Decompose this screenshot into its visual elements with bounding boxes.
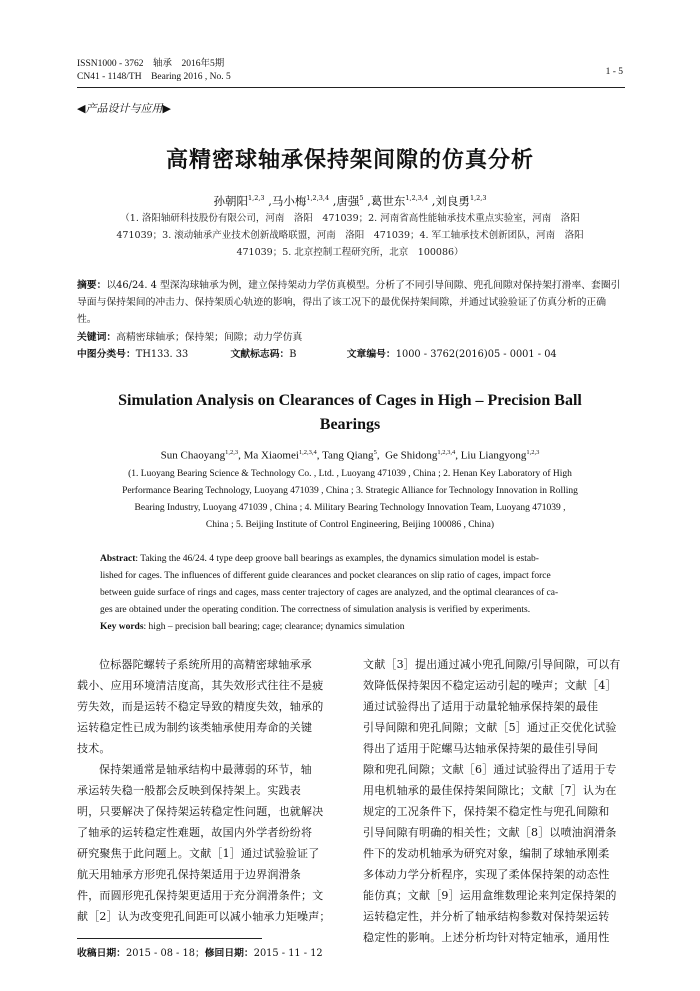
classification-row bbox=[77, 346, 625, 363]
article-number-label: 文章编号： bbox=[346, 349, 396, 360]
received-date: 2015 - 08 - 18 bbox=[125, 948, 195, 959]
clc-value: TH133. 33 bbox=[135, 349, 189, 360]
revised-label: 修回日期： bbox=[204, 948, 254, 959]
abstract-en-line: between guide surface of rings and cages, mass center trajectory of cages are analyzed, and the optimal clearances of ca- bbox=[100, 588, 559, 598]
doc-code-value: B bbox=[289, 349, 297, 360]
keywords-zh-text: 高精密球轴承；保持架；间隙；动力学仿真 bbox=[116, 332, 303, 343]
affiliations-zh bbox=[90, 210, 610, 261]
author-separator: , bbox=[329, 194, 337, 208]
author-name: Sun Chaoyang bbox=[160, 449, 226, 462]
article-number-value: 1000 - 3762(2016)05 - 0001 - 04 bbox=[395, 349, 557, 360]
year-issue-zh: 2016年5期 bbox=[181, 59, 225, 69]
body-line: 用电机轴承的最佳保持架间隙比；文献［7］认为在 bbox=[363, 784, 617, 797]
body-line: 通过试验得出了适用于动量轮轴承保持架的最佳 bbox=[363, 700, 599, 713]
author-name: 唐强 bbox=[336, 194, 360, 208]
paragraph bbox=[77, 759, 339, 927]
author-name: Liu Liangyong bbox=[460, 449, 527, 462]
header-rule bbox=[77, 87, 625, 88]
author-separator: , bbox=[428, 194, 436, 208]
affiliation-en-line: China ; 5. Beijing Institute of Control Engineering, Beijing 100086 , China) bbox=[205, 520, 495, 530]
body-line: 明，只要解决了保持架运转稳定性问题，也就解决 bbox=[77, 805, 324, 818]
title-zh: 高精密球轴承保持架间隙的仿真分析 bbox=[165, 147, 534, 173]
body-line: 献［2］认为改变兜孔间距可以减小轴承力矩噪声； bbox=[77, 910, 331, 923]
body-left-column bbox=[77, 654, 339, 927]
abstract-zh bbox=[77, 277, 625, 328]
body-line: 效降低保持架因不稳定运动引起的噪声；文献［4］ bbox=[363, 679, 617, 692]
body-line: 航天用轴承方形兜孔保持架适用于边界润滑条 bbox=[77, 868, 301, 881]
author-affiliation-sup: 5 bbox=[373, 449, 377, 456]
page-range: 1 - 5 bbox=[605, 67, 623, 77]
keywords-en-label: Key words bbox=[100, 622, 144, 632]
journal-header-left bbox=[77, 58, 231, 84]
keywords-en-text: : high – precision ball bearing; cage; clearance; dynamics simulation bbox=[143, 622, 405, 632]
body-line: 能仿真；文献［9］运用盒维数理论来判定保持架的 bbox=[363, 889, 617, 902]
author-name: 葛世东 bbox=[370, 194, 406, 208]
author-separator: , bbox=[316, 449, 323, 462]
author-separator: , bbox=[264, 194, 272, 208]
body-line: 保持架通常是轴承结构中最薄弱的环节，轴 bbox=[99, 763, 312, 776]
body-line: 件下的发动机轴承为研究对象，编制了球轴承刚柔 bbox=[363, 847, 610, 860]
body-line: 文献［3］提出通过减小兜孔间隙/引导间隙，可以有 bbox=[363, 658, 621, 671]
author-separator: , bbox=[376, 449, 386, 462]
author-separator: , bbox=[363, 194, 371, 208]
body-line: 稳定性的影响。上述分析均针对特定轴承，通用性 bbox=[363, 931, 610, 944]
body-line: 运转稳定性已成为制约该类轴承使用寿命的关键 bbox=[77, 721, 313, 734]
author-affiliation-sup: 1,2,3 bbox=[248, 194, 265, 203]
author-affiliation-sup: 5 bbox=[359, 194, 364, 203]
abstract-en-label: Abstract bbox=[100, 554, 136, 564]
author-affiliation-sup: 1,2,3 bbox=[225, 449, 239, 456]
author-name: Ma Xiaomei bbox=[243, 449, 299, 462]
received-label: 收稿日期： bbox=[77, 948, 126, 959]
body-line: 承运转失稳一般都会反映到保持架上。实践表 bbox=[77, 784, 301, 797]
affiliation-zh-line: 471039；3. 滚动轴承产业技术创新战略联盟，河南 洛阳 471039；4. 军工轴承技术创新团队，河南 洛阳 bbox=[116, 230, 584, 241]
keywords-zh-label: 关键词： bbox=[77, 332, 117, 343]
body-line: 研究聚焦于此问题上。文献［1］通过试验验证了 bbox=[77, 847, 320, 860]
clc-label: 中图分类号： bbox=[77, 349, 136, 360]
title-en bbox=[0, 389, 700, 437]
authors-zh bbox=[0, 193, 700, 209]
body-right-column bbox=[363, 654, 625, 948]
paragraph bbox=[77, 654, 339, 759]
author-name: 马小梅 bbox=[271, 194, 307, 208]
revised-date: 2015 - 11 - 12 bbox=[253, 948, 323, 959]
abstract-zh-label: 摘要： bbox=[77, 280, 107, 291]
author-affiliation-sup: 1,2,3 bbox=[526, 449, 540, 456]
body-line: 引导间隙有明确的相关性；文献［8］以喷油润滑条 bbox=[363, 826, 617, 839]
author-name: Tang Qiang bbox=[322, 449, 374, 462]
section-label bbox=[77, 100, 171, 116]
body-line: 载小、应用环境清洁度高，其失效形式往往不是疲 bbox=[77, 679, 324, 692]
received-dates bbox=[77, 945, 323, 959]
body-line: 隙和兜孔间隙；文献［6］通过试验得出了适用于专 bbox=[363, 763, 617, 776]
author-name: Ge Shidong bbox=[385, 449, 438, 462]
abstract-zh-text: 以46/24. 4 型深沟球轴承为例，建立保持架动力学仿真模型。分析了不同引导间隙、兜孔间隙对保持架打滑率、套圈引导面与保持架间的冲击力、保持架质心轨迹的影响，得出了该工况下的最优保持架间隙，并通过试验验证了仿真分析的正确性。 bbox=[77, 280, 621, 325]
left-triangle-icon: ◀ bbox=[77, 102, 86, 115]
body-line: 引导间隙和兜孔间隙；文献［5］通过正交优化试验 bbox=[363, 721, 617, 734]
section-label-text: 产品设计与应用 bbox=[85, 102, 163, 115]
journal-name-en: Bearing 2016 , No. 5 bbox=[151, 72, 231, 82]
body-line: 得出了适用于陀螺马达轴承保持架的最佳引导间 bbox=[363, 742, 599, 755]
authors-en bbox=[0, 449, 700, 462]
title-en-line: Simulation Analysis on Clearances of Cages in High – Precision Ball bbox=[118, 392, 582, 409]
affiliation-en-line: Bearing Industry, Luoyang 471039 , China ; 4. Military Bearing Technology Innovation Team, Luoyang 471039 , bbox=[134, 503, 566, 513]
title-en-line: Bearings bbox=[319, 416, 381, 433]
affiliation-zh-line: 471039；5. 北京控制工程研究所，北京 100086） bbox=[236, 247, 464, 258]
body-line: 件，而圆形兜孔保持架更适用于充分润滑条件；文 bbox=[77, 889, 324, 902]
author-affiliation-sup: 1,2,3,4 bbox=[306, 194, 330, 203]
date-separator: ； bbox=[194, 948, 205, 959]
body-line: 规定的工况条件下，保持架不稳定性与兜孔间隙和 bbox=[363, 805, 610, 818]
affiliation-zh-line: （1. 洛阳轴研科技股份有限公司，河南 洛阳 471039；2. 河南省高性能轴承技术重点实验室，河南 洛阳 bbox=[120, 213, 580, 224]
author-affiliation-sup: 1,2,3 bbox=[469, 194, 487, 203]
doc-code-label: 文献标志码： bbox=[230, 349, 290, 360]
author-affiliation-sup: 1,2,3,4 bbox=[405, 194, 429, 203]
author-name: 刘良勇 bbox=[435, 194, 470, 208]
cn-number: CN41 - 1148/TH bbox=[77, 72, 142, 82]
author-separator: , bbox=[455, 449, 461, 462]
author-affiliation-sup: 1,2,3,4 bbox=[298, 449, 317, 456]
abstract-en-line: : Taking the 46/24. 4 type deep groove ball bearings as examples, the dynamics simulation model is estab- bbox=[135, 554, 539, 564]
abstract-en bbox=[100, 551, 600, 636]
affiliation-en-line: (1. Luoyang Bearing Science & Technology Co. , Ltd. , Luoyang 471039 , China ; 2. Henan Key Laboratory of High bbox=[128, 469, 572, 479]
body-line: 技术。 bbox=[77, 742, 111, 755]
author-name: 孙朝阳 bbox=[213, 194, 248, 208]
journal-name-zh: 轴承 bbox=[153, 59, 173, 69]
body-line: 位标器陀螺转子系统所用的高精密球轴承承 bbox=[99, 658, 312, 671]
abstract-en-line: lished for cages. The influences of different guide clearances and pocket clearances on slip ratio of cages, impact force bbox=[100, 571, 551, 581]
author-affiliation-sup: 1,2,3,4 bbox=[437, 449, 456, 456]
issn: ISSN1000 - 3762 bbox=[77, 59, 144, 69]
affiliation-en-line: Performance Bearing Technology, Luoyang 471039 , China ; 3. Strategic Alliance for Technology Innovation in Rolling bbox=[122, 486, 578, 496]
author-separator: , bbox=[238, 449, 244, 462]
affiliations-en bbox=[70, 466, 630, 534]
right-triangle-icon: ▶ bbox=[162, 102, 171, 115]
body-line: 了轴承的运转稳定性难题，故国内外学者纷纷将 bbox=[77, 826, 313, 839]
abstract-en-line: ges are obtained under the operating condition. The correctness of simulation analysis is verified by experiments. bbox=[100, 605, 531, 615]
footnote-rule bbox=[77, 938, 262, 939]
body-line: 运转稳定性，并分析了轴承结构参数对保持架运转 bbox=[363, 910, 610, 923]
body-line: 多体动力学分析程序，实现了柔体保持架的动态性 bbox=[363, 868, 610, 881]
body-line: 劳失效，而是运转不稳定导致的精度失效，轴承的 bbox=[77, 700, 324, 713]
keywords-zh bbox=[77, 329, 625, 346]
